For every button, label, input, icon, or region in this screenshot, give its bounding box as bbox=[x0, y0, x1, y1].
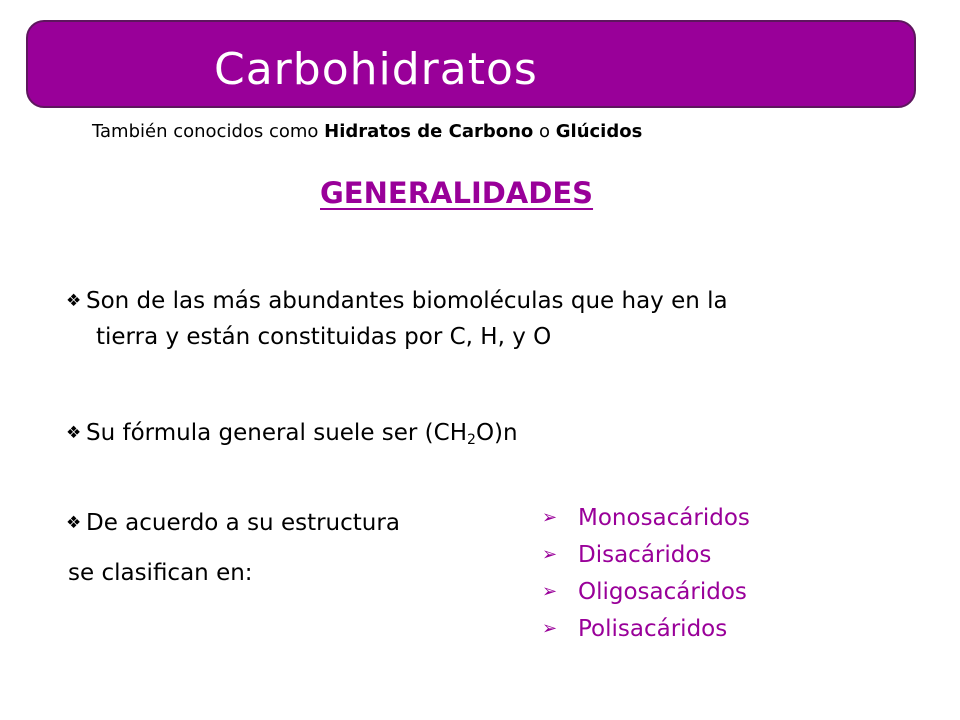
subtitle-term-1: Hidratos de Carbono bbox=[324, 121, 534, 142]
subtitle-term-2: Glúcidos bbox=[555, 121, 643, 142]
diamond-bullet-icon: ❖ bbox=[66, 291, 82, 311]
classification-list bbox=[542, 500, 750, 648]
diamond-bullet-icon: ❖ bbox=[66, 513, 82, 533]
arrow-bullet-icon: ➢ bbox=[542, 507, 558, 528]
subtitle-prefix: También conocidos como bbox=[92, 121, 325, 142]
bullet-text-line1: Son de las más abundantes biomoléculas que hay en la bbox=[86, 288, 728, 314]
arrow-bullet-icon: ➢ bbox=[542, 618, 558, 639]
list-item-label: Oligosacáridos bbox=[578, 579, 747, 605]
formula-subscript: 2 bbox=[467, 432, 476, 448]
structure-text-line2: se clasifican en: bbox=[68, 560, 253, 586]
list-item bbox=[542, 574, 750, 611]
subtitle bbox=[92, 121, 642, 142]
list-item bbox=[542, 611, 750, 648]
list-item bbox=[542, 537, 750, 574]
arrow-bullet-icon: ➢ bbox=[542, 544, 558, 565]
bullet-structure bbox=[66, 506, 400, 542]
list-item-label: Disacáridos bbox=[578, 542, 712, 568]
bullet-formula bbox=[66, 416, 518, 457]
subtitle-conjunction: o bbox=[533, 121, 556, 142]
structure-text-line1: De acuerdo a su estructura bbox=[86, 510, 400, 536]
bullet-text-line2: tierra y están constituidas por C, H, y O bbox=[96, 324, 552, 350]
section-heading: GENERALIDADES bbox=[320, 176, 594, 210]
slide-title: Carbohidratos bbox=[214, 44, 538, 95]
formula-text-post: O)n bbox=[475, 420, 518, 446]
bullet-abundance bbox=[66, 284, 906, 354]
diamond-bullet-icon: ❖ bbox=[66, 423, 82, 443]
formula-text-pre: Su fórmula general suele ser (CH bbox=[86, 420, 468, 446]
list-item bbox=[542, 500, 750, 537]
list-item-label: Polisacáridos bbox=[578, 616, 728, 642]
list-item-label: Monosacáridos bbox=[578, 505, 750, 531]
arrow-bullet-icon: ➢ bbox=[542, 581, 558, 602]
